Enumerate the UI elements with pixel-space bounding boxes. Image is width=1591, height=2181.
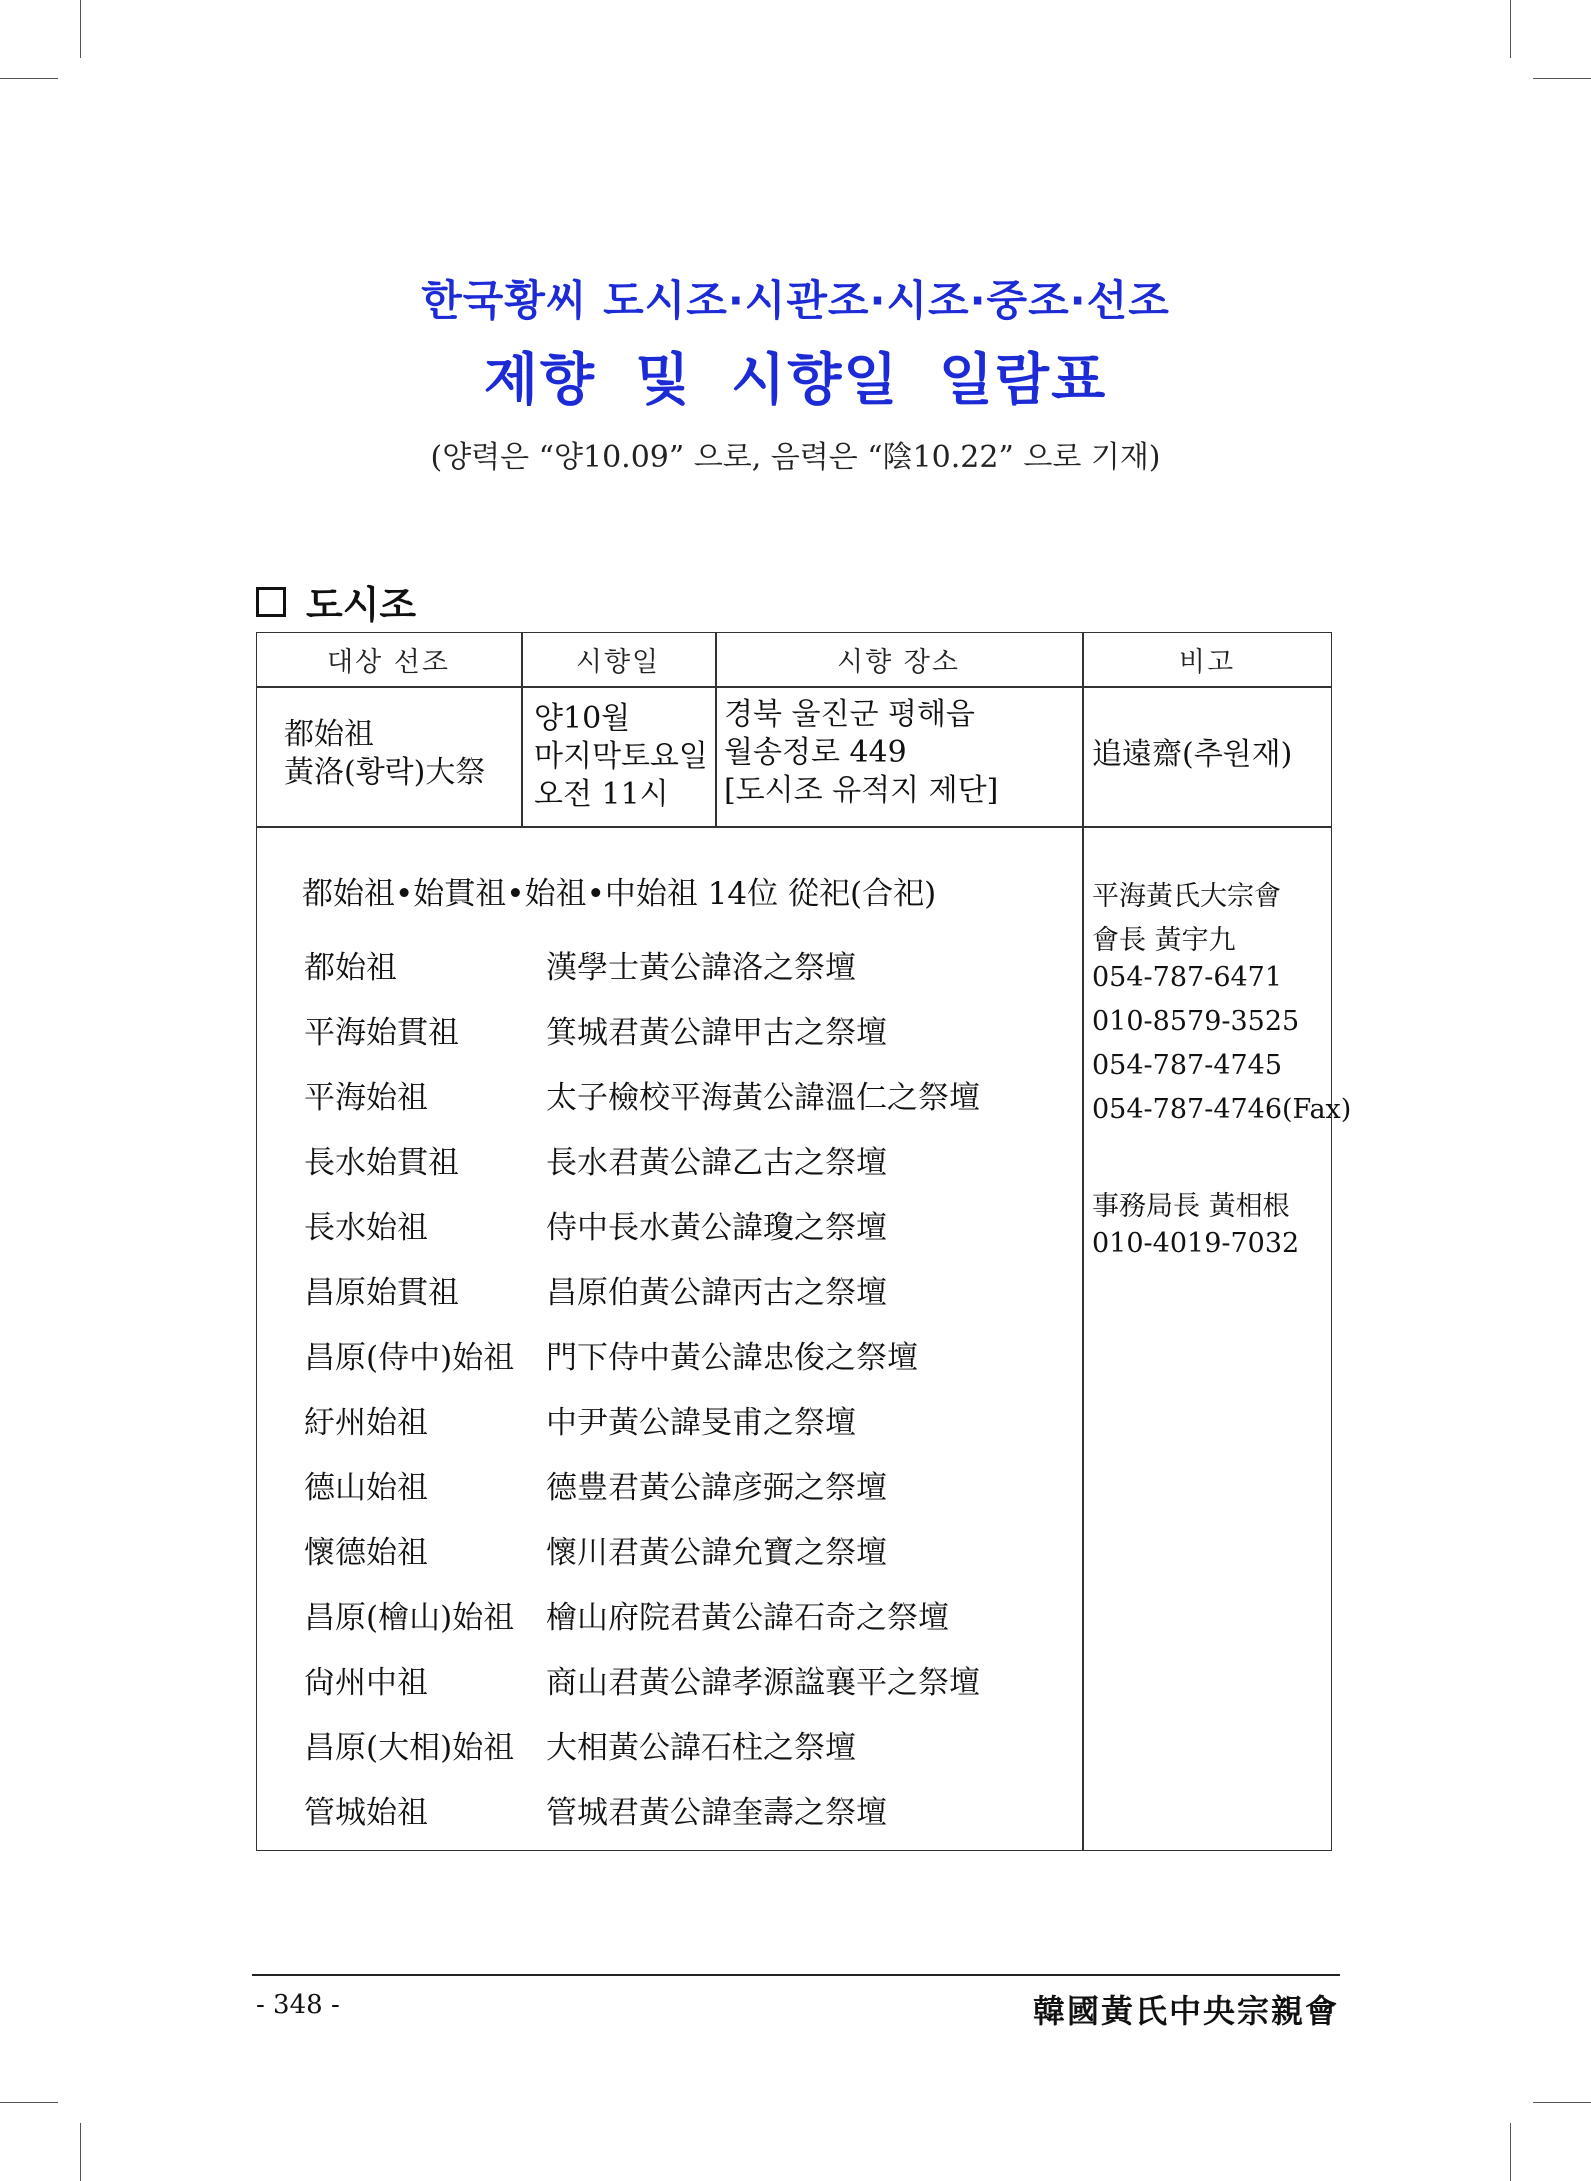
ancestor-name: 都始祖	[304, 950, 397, 986]
crop-mark	[80, 2123, 81, 2181]
altar-name: 檜山府院君黃公諱石奇之祭壇	[546, 1600, 949, 1636]
ancestor-name: 昌原(侍中)始祖	[304, 1340, 515, 1376]
ancestor-name: 昌原(檜山)始祖	[304, 1600, 515, 1636]
crop-mark	[1510, 0, 1511, 58]
ancestor-name: 昌原(大相)始祖	[304, 1730, 515, 1766]
target-line: 黃洛(황락)大祭	[284, 755, 486, 790]
ancestor-name: 管城始祖	[304, 1795, 428, 1831]
crop-mark	[1533, 2102, 1591, 2103]
ancestor-name: 平海始祖	[304, 1080, 428, 1116]
header-target: 대상 선조	[327, 646, 450, 678]
footer-divider	[252, 1974, 1340, 1976]
contact-line: 平海黃氏大宗會	[1092, 881, 1281, 912]
contact-fax: 054-787-4746(Fax)	[1092, 1094, 1352, 1125]
altar-name: 德豊君黃公諱彦弼之祭壇	[546, 1470, 887, 1506]
altar-name: 箕城君黃公諱甲古之祭壇	[546, 1015, 887, 1051]
crop-mark	[80, 0, 81, 58]
header-divider	[256, 686, 1332, 688]
contact-phone: 010-8579-3525	[1092, 1006, 1300, 1037]
altar-name: 漢學士黃公諱洛之祭壇	[546, 950, 856, 986]
page-subtitle: 제향 및 시향일 일람표	[483, 348, 1108, 413]
contact-phone: 054-787-6471	[1092, 962, 1283, 993]
target-line: 都始祖	[284, 717, 374, 752]
altar-name: 商山君黃公諱孝源諡襄平之祭壇	[546, 1665, 980, 1701]
checkbox-icon	[256, 587, 286, 617]
date-line: 마지막토요일	[534, 739, 708, 774]
altar-name: 管城君黃公諱奎壽之祭壇	[546, 1795, 887, 1831]
date-notation-note: (양력은 “양10.09” 으로, 음력은 “陰10.22” 으로 기재)	[430, 440, 1161, 475]
target-cell	[284, 716, 485, 792]
altar-name: 大相黃公諱石柱之祭壇	[546, 1730, 856, 1766]
publisher-name: 韓國黃氏中央宗親會	[1032, 1992, 1339, 2030]
contact-line: 事務局長 黃相根	[1092, 1191, 1290, 1222]
contact-line: 會長 黃宇九	[1092, 925, 1236, 956]
altar-name: 長水君黃公諱乙古之祭壇	[546, 1145, 887, 1181]
crop-mark	[0, 2102, 58, 2103]
place-line: 월송정로 449	[724, 735, 907, 770]
crop-mark	[0, 78, 58, 79]
ancestor-name: 長水始貫祖	[304, 1145, 459, 1181]
header-place: 시향 장소	[837, 646, 960, 678]
page-number: - 348 -	[256, 1990, 340, 2020]
altar-name: 中尹黃公諱旻甫之祭壇	[546, 1405, 856, 1441]
crop-mark	[1533, 78, 1591, 79]
header-date: 시향일	[575, 646, 661, 678]
contact-phone: 010-4019-7032	[1092, 1228, 1300, 1259]
ancestor-name: 昌原始貫祖	[304, 1275, 459, 1311]
ancestor-name: 長水始祖	[304, 1210, 428, 1246]
place-line: 경북 울진군 평해읍	[724, 697, 975, 732]
altar-name: 太子檢校平海黃公諱溫仁之祭壇	[546, 1080, 980, 1116]
column-divider	[1082, 632, 1084, 1851]
place-line: [도시조 유적지 제단]	[724, 773, 999, 808]
altar-name: 懷川君黃公諱允寶之祭壇	[546, 1535, 887, 1571]
date-line: 양10월	[534, 701, 631, 736]
header-remark: 비고	[1178, 646, 1236, 678]
remark-cell: 追遠齋(추원재)	[1092, 737, 1293, 772]
ancestor-name: 尙州中祖	[304, 1665, 428, 1701]
section-label: 도시조	[306, 583, 417, 627]
row-divider	[256, 826, 1332, 828]
altar-name: 昌原伯黃公諱丙古之祭壇	[546, 1275, 887, 1311]
ancestor-name: 懷德始祖	[304, 1535, 428, 1571]
date-line: 오전 11시	[534, 777, 669, 812]
page-title: 한국황씨 도시조·시관조·시조·중조·선조	[421, 276, 1170, 325]
list-title: 都始祖•始貫祖•始祖•中始祖 14位 從祀(合祀)	[302, 876, 937, 912]
altar-name: 侍中長水黃公諱瓊之祭壇	[546, 1210, 887, 1246]
ancestor-name: 德山始祖	[304, 1470, 428, 1506]
crop-mark	[1510, 2123, 1511, 2181]
date-cell	[534, 700, 708, 814]
section-heading	[256, 574, 416, 629]
ancestor-name: 平海始貫祖	[304, 1015, 459, 1051]
place-cell	[724, 696, 998, 810]
ancestor-name: 紆州始祖	[304, 1405, 428, 1441]
contact-phone: 054-787-4745	[1092, 1050, 1283, 1081]
altar-name: 門下侍中黃公諱忠俊之祭壇	[546, 1340, 918, 1376]
